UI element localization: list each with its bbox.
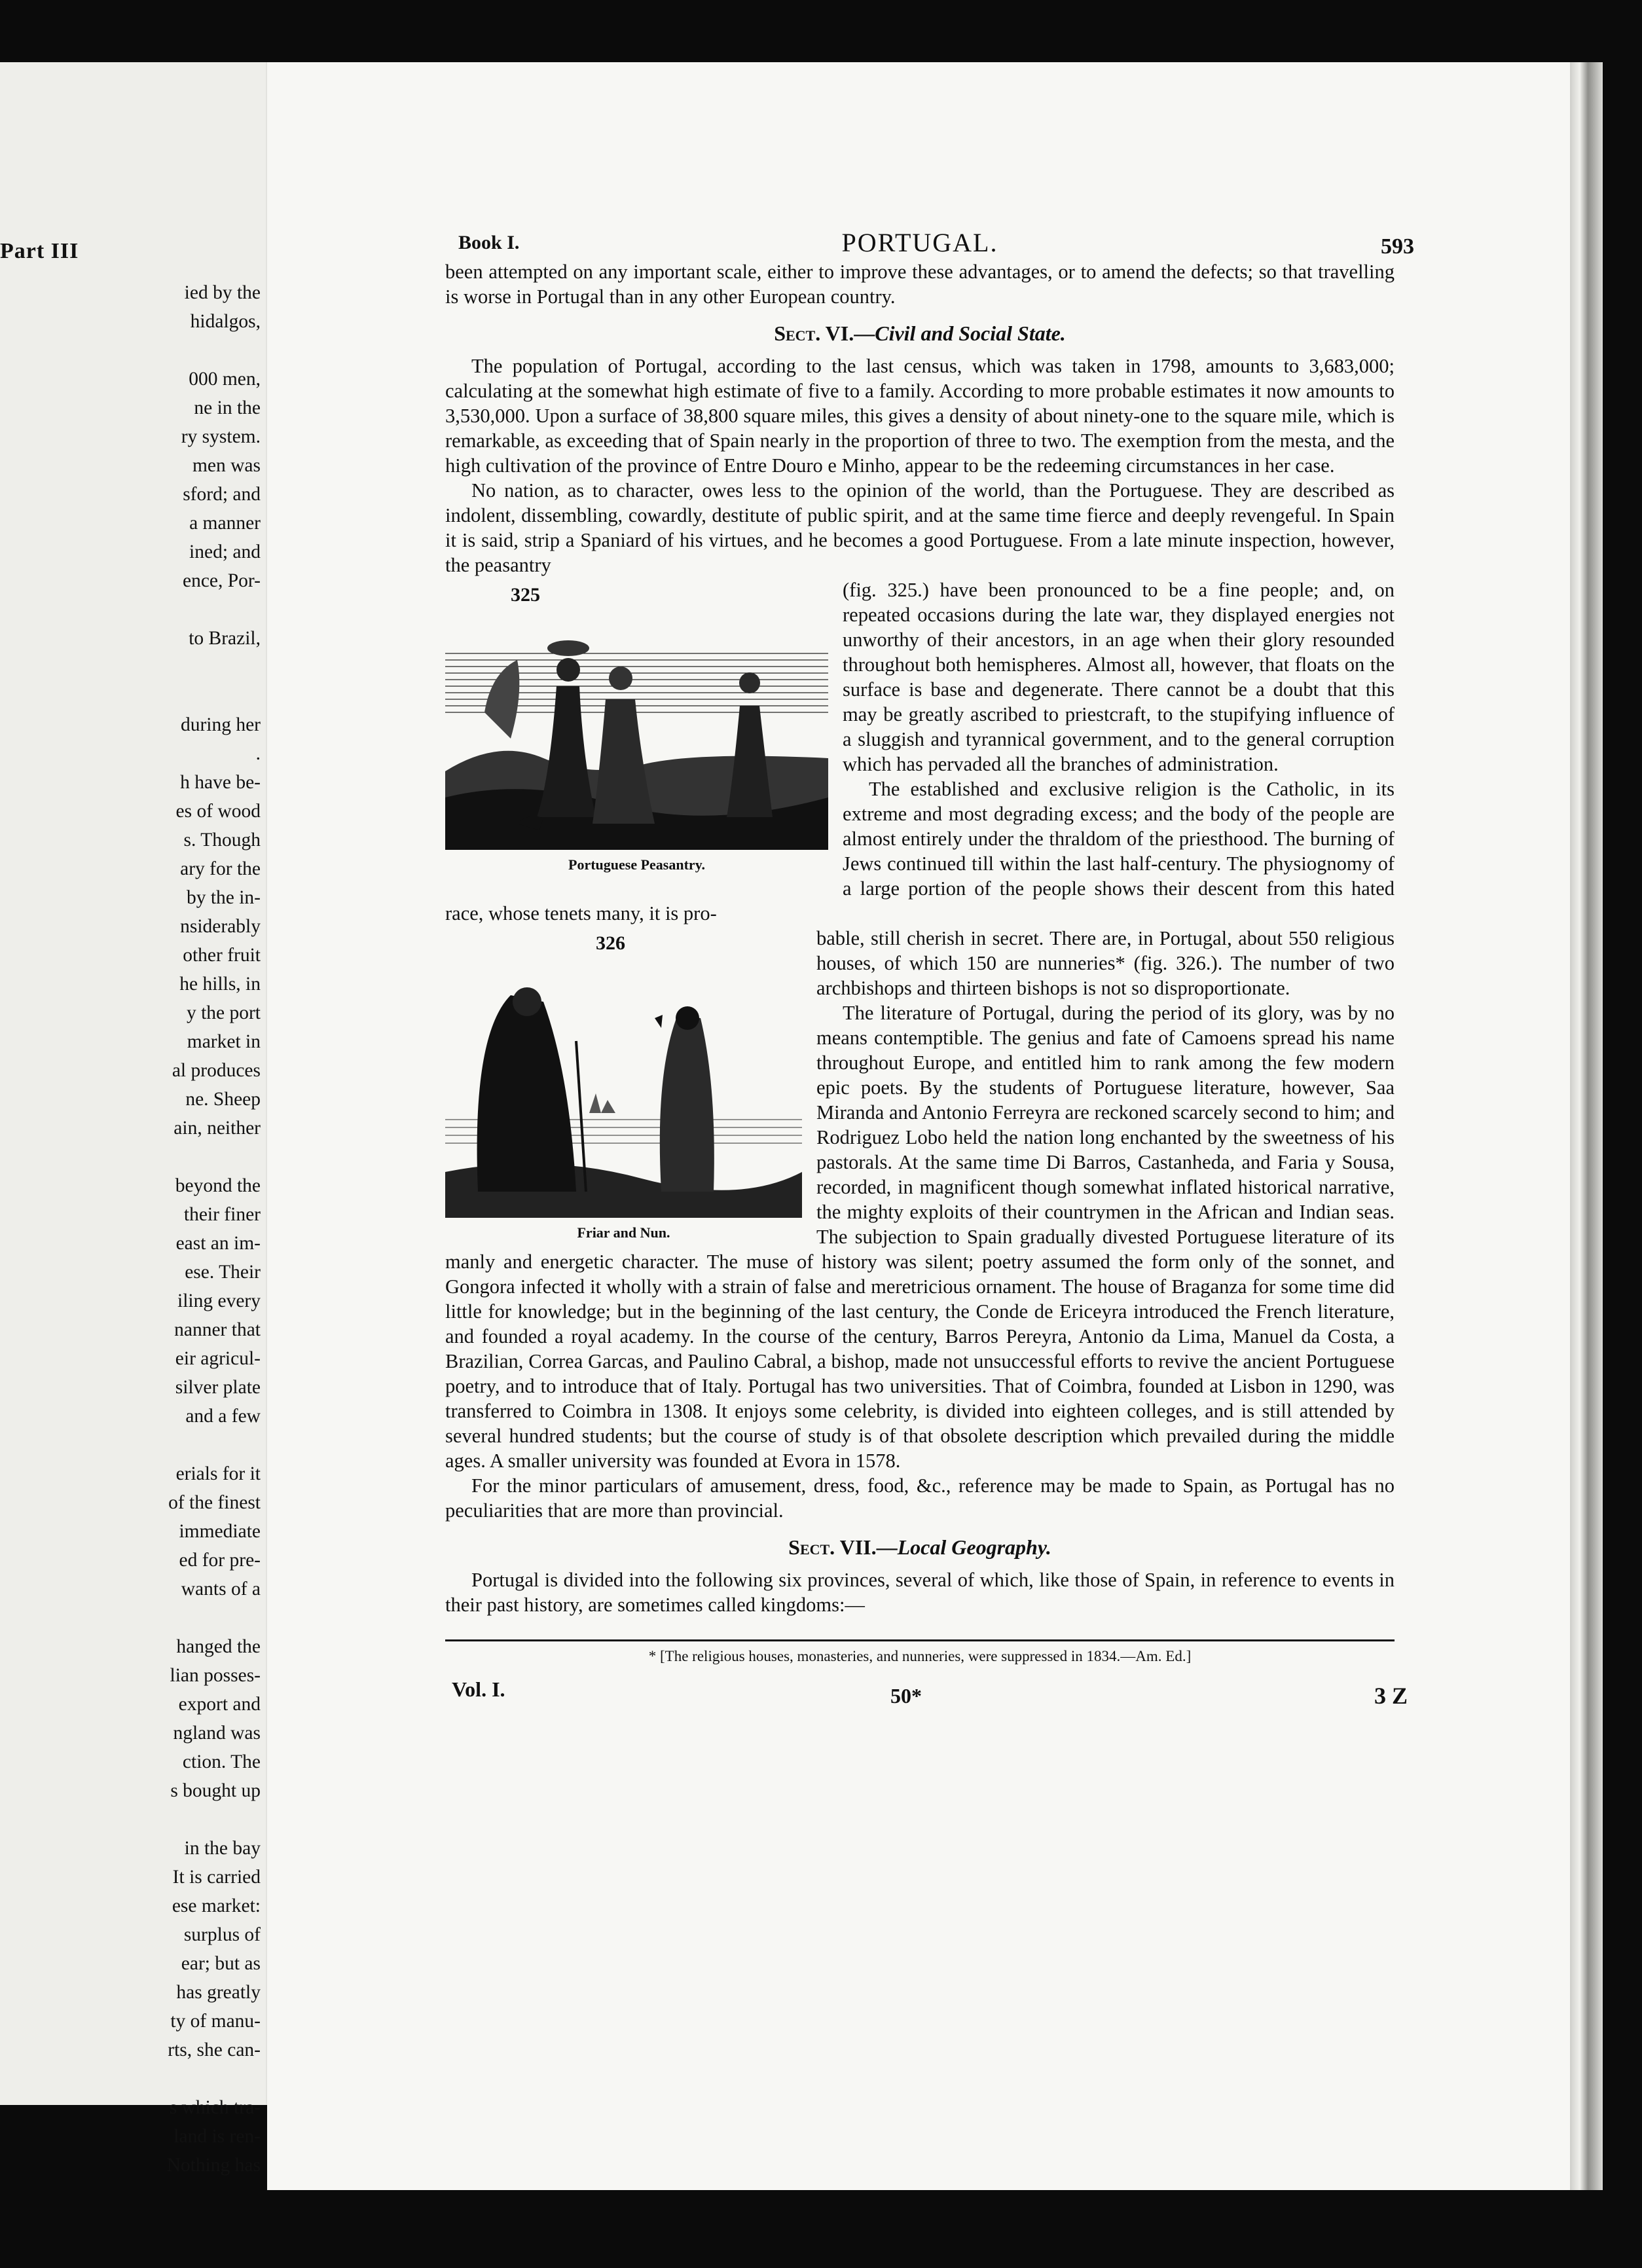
section-heading-civil-social [445,321,1395,346]
left-page-line: export and [178,1694,261,1715]
paragraph-religious-houses: bable, still cherish in secret. There are, in Portugal, about 550 religious houses, of which 150 are nunneries* (fig. 326.). The number of two archbishops and thirteen bishops is not so disproportionate. [816,927,1395,999]
left-page-line: their finer [183,1204,261,1225]
left-page-line: ain, neither [173,1118,261,1139]
left-page-line: ese market: [172,1895,261,1916]
left-page-line: ngland was [173,1723,261,1744]
signature-mark: 50* [890,1684,922,1708]
left-page-line: market in [187,1031,261,1052]
left-page-line [167,1431,261,1459]
section-label: Sect. VI.— [774,321,875,345]
page-title: PORTUGAL. [841,228,998,257]
left-page-line: ese. Their [185,1262,261,1283]
paragraph-provinces: Portugal is divided into the following six provinces, several of which, like those of Spain, in reference to events in their past history, are sometimes called kingdoms:— [445,1569,1395,1616]
left-page-line: . [255,743,261,764]
left-page-line: eir agricul- [175,1348,261,1369]
left-page-line: immediate [179,1521,261,1542]
left-page-line: and a few [185,1406,261,1427]
left-page-line-ends [167,278,261,2180]
left-page-line: ne in the [194,397,261,418]
left-page-line: has greatly [176,1982,261,2003]
left-running-header: Part III [0,239,79,263]
figure-325 [445,583,828,877]
left-page-line: to Brazil, [189,628,261,649]
paragraph-minor-particulars: For the minor particulars of amusement, dress, food, &c., reference may be made to Spain, as Portugal has no peculiarities that are more than provincial. [445,1474,1395,1522]
left-page-line: lian posses- [170,1665,261,1686]
left-page-line [167,1603,261,1632]
left-page-line: wants of a [181,1579,261,1600]
left-page-line [167,595,261,624]
paragraph-intro: been attempted on any important scale, either to improve these advantages, or to amend the defects; so that travelling is worse in Portugal than in any other European country. [445,261,1395,308]
left-page-line: Nothing has [166,2155,261,2176]
left-page-line: ined; and [189,541,261,562]
paragraph-peasantry: (fig. 325.) have been pronounced to be a fine people; and, on repeated occasions during the late war, they displayed energies not unworthy of their ancestors, in an age when their glory resounded throughout both hemispheres. Almost all, however, that floats on the surface is base and degenerate. There cannot be a doubt that this may be greatly ascribed to priestcraft, to the stupifying influence of a sluggish and tyrannical government, and to the general corruption which has pervaded all the branches of administration. [843,579,1395,775]
section-title: Civil and Social State. [875,321,1066,345]
friar-and-nun-engraving [445,956,802,1218]
left-page-line: erials for it [175,1463,261,1484]
left-page-line: nanner that [174,1319,261,1340]
paragraph-character: No nation, as to character, owes less to the opinion of the world, than the Portuguese. They are described as indolent, dissembling, cowardly, destitute of public spirit, and at the same time fierce and deeply revengeful. In Spain it is said, strip a Spaniard of his virtues, and he becomes a good Portuguese. From a late minute inspection, however, the peasantry [445,479,1395,576]
left-page-line: h have be- [180,772,261,793]
section-title: Local Geography. [897,1535,1051,1559]
left-page-line: silver plate [175,1377,261,1398]
section-heading-local-geography [445,1535,1395,1560]
left-page-line: of the finest [168,1492,261,1513]
left-page-line: nsiderably [180,916,261,937]
figure-number: 325 [511,584,540,606]
left-page-line: It is carried [172,1867,261,1888]
figure-caption: Friar and Nun. [577,1224,670,1241]
left-page-line: a manner [189,513,261,534]
running-header [445,216,1414,259]
page-footer [445,1677,1408,1716]
left-page-line [167,1143,261,1171]
left-page-line: ty of manu- [170,2011,261,2032]
left-page-line: by the in- [186,887,261,908]
left-page-line: al produces [172,1060,261,1081]
figure-caption: Portuguese Peasantry. [568,856,705,873]
page-content [445,216,1414,1716]
left-page-line: east an im- [175,1233,261,1254]
left-page-line: s which tra- [169,2097,261,2118]
left-page-line: y the port [186,1002,261,1023]
figure-number: 326 [596,932,625,954]
left-page-line: other fruit [183,945,261,966]
page-edge [1570,62,1603,2190]
left-page-line: ied by the [184,282,261,303]
left-page-line: es of wood [175,801,261,822]
left-page-line: rts, she can- [168,2039,261,2060]
left-page-line: sford; and [183,484,261,505]
sheet-mark: 3 Z [1374,1683,1408,1709]
left-page-line: he hills, in [179,974,261,995]
left-page-line: in the bay [184,1838,261,1859]
left-page-line: hanged the [176,1636,261,1657]
section-label: Sect. VII.— [788,1535,898,1559]
left-page-line: ear; but as [181,1953,261,1974]
page-number: 593 [1381,234,1414,259]
left-page-line: during her [180,714,261,735]
footnote: * [The religious houses, monasteries, and nunneries, were suppressed in 1834.—Am. Ed.] [445,1639,1395,1669]
left-page-fragment [0,62,280,2176]
left-page-line [167,2064,261,2093]
book-label: Book I. [458,232,520,253]
left-page-line: ction. The [182,1751,261,1772]
left-page-line [167,653,261,682]
left-page-line: 000 men, [189,369,261,390]
left-page-line: s. Though [183,830,261,850]
left-page-line: men was [192,455,261,476]
portuguese-peasantry-engraving [445,608,828,850]
left-page-line [167,1805,261,1834]
left-page-line: ence, Por- [183,570,261,591]
left-page-line: land is ren- [173,2126,261,2147]
figure-326 [445,931,802,1245]
left-page-line: ne. Sheep [185,1089,261,1110]
left-page-line: ary for the [180,858,261,879]
paragraph-religion: The established and exclusive religion is the Catholic, in its extreme and most degrading excess; and the body of the people are almost entirely under the thraldom of the priesthood. The burning of Jews continued till within the last half-century. The physiognomy of a large portion of the people shows their descent from this hated race, whose tenets many, it is pro- [445,778,1395,924]
left-page-line [167,336,261,365]
left-page-line [167,682,261,710]
left-page-line: s bought up [170,1780,261,1801]
left-page-line: hidalgos, [190,311,261,332]
left-page-line: beyond the [175,1175,261,1196]
left-page-line: surplus of [183,1924,261,1945]
paragraph-population: The population of Portugal, according to the last census, which was taken in 1798, amounts to 3,683,000; calculating at the somewhat high estimate of five to a family. According to more probable estimates it now amounts to 3,530,000. Upon a surface of 38,800 square miles, this gives a density of about ninety-one to the square mile, which is remarkable, as exceeding that of Spain nearly in the proportion of three to two. The exemption from the mesta, and the high cultivation of the province of Entre Douro e Minho, appear to be the redeeming circumstances in her case. [445,355,1395,477]
volume-label: Vol. I. [452,1677,505,1701]
left-page-line: iling every [177,1290,261,1311]
left-page-line: ed for pre- [179,1550,261,1571]
left-page-line: ry system. [181,426,261,447]
paragraph-literature: The literature of Portugal, during the period of its glory, was by no means contemptible. The genius and fate of Camoens spread his name throughout Europe, and entitled him to rank among the few modern epic poets. By the students of Portuguese literature, however, Saa Miranda and Antonio Ferreyra are reckoned scarcely second to him; and Rodriguez Lobo held the nation long enchanted by the sweetness of his pastorals. At the same time Di Barros, Castanheda, and Faria y Sousa, recorded, in magnificent though somewhat inflated historical narrative, the mighty exploits of their countrymen in the African and Indian seas. The subjection to Spain gradually divested Portuguese literature of its manly and energetic character. The muse of history was silent; poetry assumed the form only of the sonnet, and Gongora infected it wholly with a strain of false and meretricious ornament. The house of Braganza for some time did little for knowledge; but in the beginning of the last century, the Conde de Ericeyra introduced the French literature, and founded a royal academy. In the course of the century, Barros Pereyra, Antonio da Lima, Manuel da Costa, a Brazilian, Correa Garcas, and Paulino Cabral, a bishop, made not unsuccessful efforts to revive the ancient Portuguese poetry, and to introduce that of Italy. Portugal has two universities. That of Coimbra, founded at Lisbon in 1290, was transferred to Coimbra in 1308. It enjoys some celebrity, is divided into eighteen colleges, and is still attended by several hundred students; but the course of study is of that obsolete description which prevailed during the middle ages. A smaller university was founded at Evora in 1578. [445,1002,1395,1472]
